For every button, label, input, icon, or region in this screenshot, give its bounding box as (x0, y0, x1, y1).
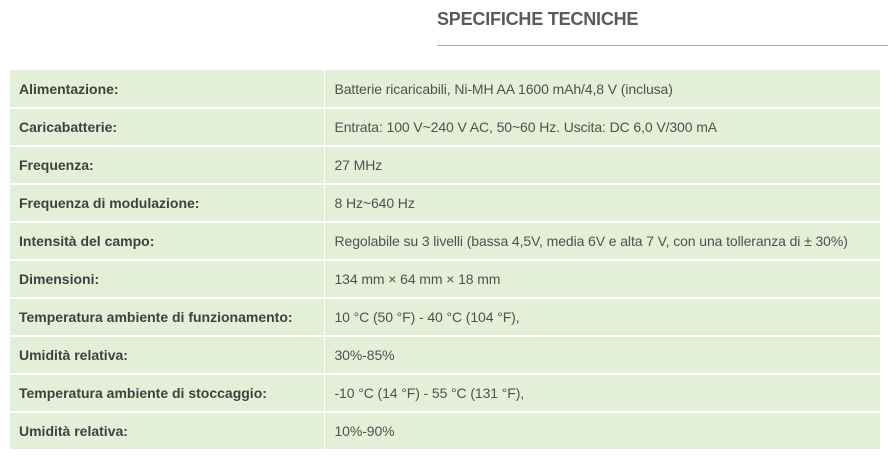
table-row (10, 146, 880, 184)
spec-value: Batterie ricaricabili, Ni-MH AA 1600 mAh/4,8 V (inclusa) (324, 70, 880, 108)
spec-label: Caricabatterie: (10, 108, 324, 146)
spec-value: Regolabile su 3 livelli (bassa 4,5V, media 6V e alta 7 V, con una tolleranza di ± 30%) (324, 222, 880, 260)
table-row (10, 412, 880, 450)
spec-label: Temperatura ambiente di funzionamento: (10, 298, 324, 336)
spec-label: Frequenza di modulazione: (10, 184, 324, 222)
spec-value: 134 mm × 64 mm × 18 mm (324, 260, 880, 298)
spec-value: Entrata: 100 V~240 V AC, 50~60 Hz. Uscita: DC 6,0 V/300 mA (324, 108, 880, 146)
table-row (10, 336, 880, 374)
table-row (10, 70, 880, 108)
spec-value: -10 °C (14 °F) - 55 °C (131 °F), (324, 374, 880, 412)
spec-value: 27 MHz (324, 146, 880, 184)
spec-label: Dimensioni: (10, 260, 324, 298)
table-row (10, 260, 880, 298)
specs-table (10, 70, 880, 451)
table-row (10, 298, 880, 336)
table-row (10, 108, 880, 146)
spec-label: Umidità relativa: (10, 412, 324, 450)
spec-value: 30%-85% (324, 336, 880, 374)
table-row (10, 222, 880, 260)
spec-value: 8 Hz~640 Hz (324, 184, 880, 222)
table-row (10, 374, 880, 412)
table-row (10, 184, 880, 222)
spec-label: Intensità del campo: (10, 222, 324, 260)
spec-label: Temperatura ambiente di stoccaggio: (10, 374, 324, 412)
spec-label: Umidità relativa: (10, 336, 324, 374)
page-title: SPECIFICHE TECNICHE (437, 9, 639, 29)
spec-value: 10 °C (50 °F) - 40 °C (104 °F), (324, 298, 880, 336)
spec-value: 10%-90% (324, 412, 880, 450)
spec-label: Frequenza: (10, 146, 324, 184)
heading-divider (437, 45, 888, 46)
spec-label: Alimentazione: (10, 70, 324, 108)
